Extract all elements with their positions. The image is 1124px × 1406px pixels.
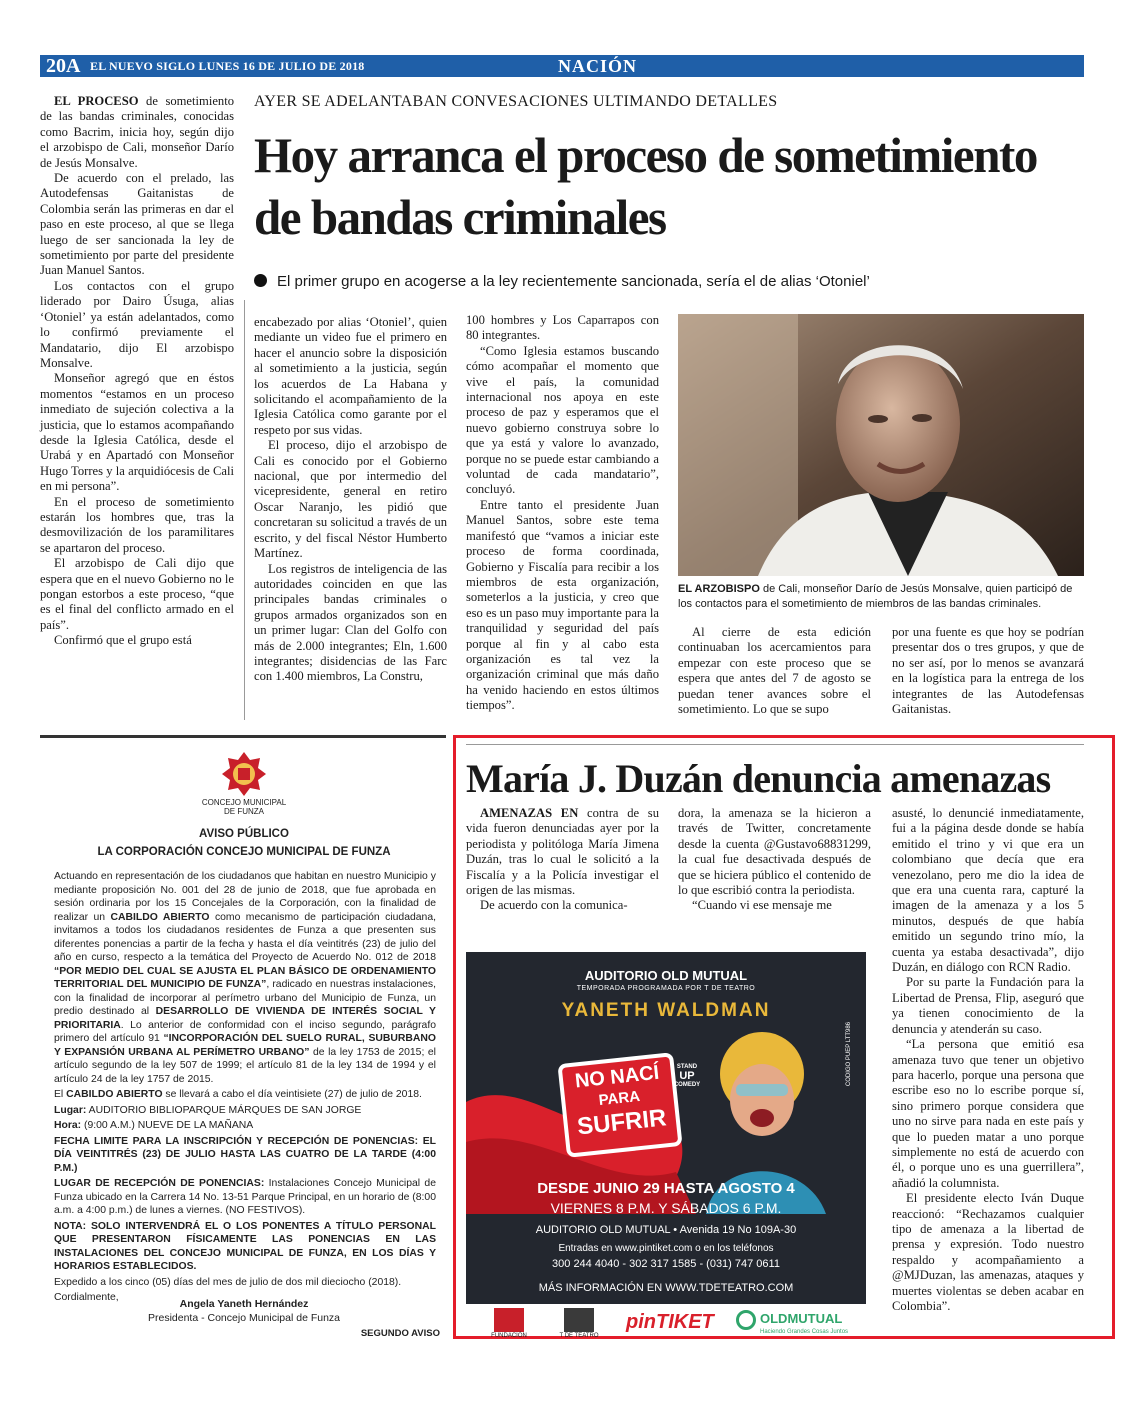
portrait-illustration (678, 314, 1084, 576)
lead-in: AMENAZAS EN (480, 806, 579, 820)
paragraph (892, 1191, 1084, 1314)
oldmutual-logo-icon (736, 1310, 756, 1330)
standup-1: STAND (676, 1064, 698, 1070)
notice-signer-title: Presidenta - Concejo Municipal de Funza (147, 1312, 341, 1324)
story-kicker: AYER SE ADELANTABAN CONVESACIONES ULTIMANDO DETALLES (254, 93, 778, 110)
photo-caption (678, 582, 1084, 612)
paragraph-text: Los contactos con el grupo liderado por Dairo Úsuga, alias ‘Otoniel’ ya están adelantados, como lo confirmó previamente el Mandatario, dijo El arzobispo Monsalve. (40, 278, 234, 370)
p1g: . Lo anterior de conformidad con el inciso segundo, parágrafo primero del artículo 91 (54, 1019, 436, 1044)
seal-caption (42, 798, 446, 816)
paragraph (678, 625, 871, 717)
notice-title: AVISO PÚBLICO (199, 828, 289, 840)
publication-date-line: EL NUEVO SIGLO LUNES 16 DE JULIO DE 2018 (90, 59, 365, 73)
paragraph (254, 315, 447, 438)
nota-text: NOTA: SOLO INTERVENDRÁ EL O LOS PONENTES A TÍTULO PERSONAL QUE PRESENTARON FÍSICAMENTE LAS PONENCIAS EN LAS INSTALACIONES DEL CONCEJO MUNICIPAL DE FUNZA, EN LOS DÍAS Y HORARIOS ESTABLECIDOS. (54, 1220, 436, 1272)
paragraph-text: En el proceso de sometimiento estarán los hombres que, tras la desmovilización de los paramilitares se apartaron del proceso. (40, 494, 234, 555)
seal-caption-line-1: CONCEJO MUNICIPAL (201, 798, 287, 807)
paragraph-text: Entre tanto el presidente Juan Manuel Santos, sobre este tema manifestó que “vamos a iniciar este proceso de forma coordinada, Gobierno y Fiscalía para recibir a los miembros de esta organización, someterlos a la justicia, y creo que eso es un paso muy importante para la tranquilidad y seguridad del país porque al fin y al cabo esta organización es tal vez la organización criminal que más daño ha venido haciendo en estos últimos tiempos”. (466, 497, 659, 713)
main-story-column-5 (892, 625, 1084, 717)
paragraph-text: Confirmó que el grupo está (54, 633, 192, 648)
paragraph-text: De acuerdo con la comunica- (480, 898, 628, 913)
paragraph (40, 556, 234, 633)
main-story-column-4 (678, 625, 871, 717)
public-notice-ad (42, 742, 446, 1339)
second-story-top-rule (466, 744, 1084, 745)
paragraph (40, 495, 234, 557)
second-story-column-3 (892, 806, 1084, 1314)
tdeteatro-logo-icon (564, 1308, 594, 1332)
paragraph-text: 100 hombres y Los Caparrapos con 80 integrantes. (466, 313, 659, 343)
standup-2: UP (679, 1070, 695, 1082)
main-story-column-1 (40, 94, 234, 649)
ad-season: TEMPORADA PROGRAMADA POR T DE TEATRO (576, 985, 756, 992)
ad-phones: 300 244 4040 - 302 317 1585 - (031) 747 0611 (552, 1258, 780, 1270)
sponsor-1-label: FUNDACIÓN (491, 1333, 527, 1339)
show-title-line-1: NO NACÍ (573, 1061, 661, 1093)
ad-venue: AUDITORIO OLD MUTUAL (584, 968, 748, 983)
second-story-column-2 (678, 806, 871, 914)
notice-fecha (54, 1135, 436, 1176)
paragraph (892, 975, 1084, 1037)
notice-subtitle: LA CORPORACIÓN CONCEJO MUNICIPAL DE FUNZA (97, 846, 391, 858)
caption-text: de Cali, monseñor Darío de Jesús Monsalve, quien participó de los contactos para el sometimiento de miembros de las bandas criminales. (678, 583, 1073, 610)
p1f: DESARROLLO DE VIVIENDA DE INTERÉS SOCIAL Y PRIORITARIA (54, 1006, 436, 1031)
main-story-column-3 (466, 313, 659, 714)
paragraph (466, 313, 659, 344)
notice-body (54, 870, 436, 1307)
p2a: El (54, 1089, 67, 1100)
lugar-label: Lugar: (54, 1104, 87, 1116)
concejo-funza-seal-icon (220, 750, 268, 796)
notice-paragraph-1 (54, 870, 436, 1086)
p1e: , radicado en nuestras instalaciones, con la finalidad de incorporar al perímetro urbano del Municipio de Funza, un predio destinado al (54, 979, 436, 1017)
bullet-icon (254, 274, 267, 287)
paragraph-text: El arzobispo de Cali dijo que espera que en el nuevo Gobierno no le pongan estorbos a este proceso, “que es el final del conflicto armado en el país”. (40, 556, 234, 632)
lugar-rec-label: LUGAR DE RECEPCIÓN DE PONENCIAS: (54, 1178, 265, 1189)
paragraph (40, 94, 234, 171)
ad-code: CÓDIGO PUEP LTT986 (846, 1022, 852, 1087)
paragraph-text: asusté, lo denuncié inmediatamente, fui a la página desde donde se había emitido el trino y vi que era un colombiano que decía que era venezolano, pero me dio la idea de que era una cuenta rara, capturé la imagen de la amenaza y a los 5 minutos, después de que había emitido un segundo trino mío, la cuenta ya estaba desactivada”, dijo Duzán, en diálogo con RCN Radio. (892, 806, 1084, 975)
paragraph-text: El presidente electo Iván Duque reaccionó: “Rechazamos cualquier tipo de amenaza a la libertad de prensa y expresión. Todo nuestro respaldo y acompañamiento a @MJDuzan, las amenazas, ataques y muertes violentas se deben acabar en Colombia”. (892, 1191, 1084, 1313)
sponsor-2-label: T DE TEATRO (559, 1333, 599, 1339)
masthead-bar (40, 55, 1084, 77)
paragraph-text: encabezado por alias ‘Otoniel’, quien mediante un video fue el primero en hacer el anuncio sobre la disposición al sometimiento a la justicia, según los acuerdos de La Habana y solicitando el acompañamiento de la Iglesia Católica como garante por el respeto por sus vidas. (254, 315, 447, 437)
paragraph (40, 633, 234, 648)
p1d: “POR MEDIO DEL CUAL SE AJUSTA EL PLAN BÁSICO DE ORDENAMIENTO TERRITORIAL DEL MUNICIPIO DE FUNZA” (54, 965, 436, 990)
caption-lead: EL ARZOBISPO (678, 583, 760, 595)
theater-ad (466, 952, 866, 1304)
lugar-value: AUDITORIO BIBLIOPARQUE MÁRQUES DE SAN JORGE (86, 1104, 362, 1116)
notice-lugar (54, 1104, 436, 1118)
section-divider (40, 735, 446, 738)
notice-paragraph-2 (54, 1088, 436, 1102)
paragraph-text: “Cuando vi ese mensaje me (692, 898, 832, 913)
paragraph-text: Por su parte la Fundación para la Libertad de Prensa, Flip, aseguró que ya tienen conocimiento de la denuncia y atenderán su caso. (892, 975, 1084, 1036)
ad-artist: YANETH WALDMAN (561, 1000, 771, 1021)
notice-hora (54, 1119, 436, 1133)
sponsor-4-label: OLDMUTUAL (760, 1311, 843, 1326)
ad-tickets: Entradas en www.pintiket.com o en los teléfonos (558, 1243, 774, 1254)
story-deck (254, 272, 1084, 292)
section-name: NACIÓN (558, 56, 638, 76)
paragraph-text: “La persona que emitió esa amenaza tuvo que tener un objetivo para hacerlo, porque una persona que escribe eso no lo escribe porque sí, sino primero porque considera que uno no sirve para nada en este país y que lo pueden matar a uno porque simplemente no está de acuerdo con él, o porque uno es una guerrillera”, añadió la columnista. (892, 1037, 1084, 1190)
p1b: CABILDO ABIERTO (110, 911, 210, 923)
paragraph-text: dora, la amenaza se la hicieron a través de Twitter, concretamente desde la cuenta @Gustavo68831299, la cual fue desactivada después de que se hiciera público el contenido de lo que escribió contra la periodista. (678, 806, 871, 898)
paragraph (678, 898, 871, 913)
paragraph (466, 498, 659, 714)
notice-lugar-recepcion (54, 1177, 436, 1218)
paragraph-text: El proceso, dijo el arzobispo de Cali es conocido por el Gobierno nacional, que por intermedio del vicepresidente, general en retiro Oscar Naranjo, les pidió que concretaran su solicitud a través de un escrito, y del fiscal Néstor Humberto Martínez. (254, 438, 447, 561)
show-title-line-3: SUFRIR (575, 1104, 668, 1141)
paragraph-text: Monseñor agregó que en éstos momentos “estamos en un proceso inmediato de sujeción colectiva a la justicia, que lo estamos acompañando desde la Iglesia Católica, desde el Urabá y en Apartadó con Monseñor Hugo Torres y la arquidiócesis de Cali en mi persona”. (40, 371, 234, 494)
paragraph (678, 806, 871, 898)
deck-text: El primer grupo en acogerse a la ley recientemente sancionada, sería el de alias ‘Otoniel’ (277, 273, 870, 290)
page-number: 20A (46, 55, 81, 77)
paragraph (466, 806, 659, 898)
seal-caption-line-2: DE FUNZA (224, 807, 264, 816)
standup-3: COMEDY (673, 1082, 701, 1088)
ad-address: AUDITORIO OLD MUTUAL • Avenida 19 No 109A-30 (535, 1224, 797, 1236)
hora-label: Hora: (54, 1120, 82, 1131)
fundacion-logo-icon (494, 1308, 524, 1332)
paragraph (40, 371, 234, 494)
standup-badge (672, 1064, 702, 1089)
paragraph-text: de sometimiento de las bandas criminales, conocidas como Bacrim, inicia hoy, según dijo el arzobispo de Cali, monseñor Darío de Jesús Monsalve. (40, 94, 234, 170)
sponsor-logos (466, 1304, 866, 1342)
paragraph (466, 344, 659, 498)
main-story-column-2 (254, 315, 447, 685)
paragraph (466, 898, 659, 913)
paragraph (40, 279, 234, 371)
paragraph-text: Los registros de inteligencia de las autoridades coinciden en que las principales bandas criminales o grupos armados organizados son en un primer lugar: Clan del Golfo con más de 2.000 integrantes; Eln, 1.600 integrantes; disidencias de las Farc con 1.400 miembros, La Constru, (254, 561, 447, 684)
paragraph-text: contra de su vida fueron denunciadas ayer por la periodista y politóloga María Jimena Duzán, tras lo cual le solicitó a la Fiscalía y a la Policía investigar el origen de las mismas. (466, 806, 660, 898)
p1c: como mecanismo de participación ciudadana, invitamos a todos los ciudadanos residentes de Funza a que presenten sus diferentes ponencias a partir de la fecha y hasta el día veintitrés (23) de julio del año en curso, respecto a la temática del Proyecto de Acuerdo No. 012 de 2018 (54, 911, 436, 963)
paragraph (892, 625, 1084, 717)
column-rule (244, 300, 245, 720)
paragraph-text: por una fuente es que hoy se podrían presentar dos o tres grupos, y que de no ser así, por lo menos se avanzará en la logística para la entrega de los integrantes de las Autodefensas Gaitanistas. (892, 625, 1084, 717)
story-headline: Hoy arranca el proceso de sometimiento de bandas criminales (254, 127, 1037, 245)
archbishop-photo (678, 314, 1084, 576)
lugar-rec-value: Instalaciones Concejo Municipal de Funza ubicado en la Carrera 14 No. 13-51 Parque Principal, en un horario de (8:00 a.m. a 4:00 p.m.) de lunes a viernes. (NO FESTIVOS). (54, 1178, 436, 1216)
lead-in: EL PROCESO (54, 94, 139, 108)
p1h: “INCORPORACIÓN DEL SUELO RURAL, SUBURBANO Y EXPANSIÓN URBANA AL PERÍMETRO URBANO” (54, 1033, 436, 1058)
second-story-column-1 (466, 806, 659, 914)
notice-nota (54, 1220, 436, 1274)
p1i: de la ley 1753 de 2015; el artículo segundo de la ley 507 de 1999; el artículo 81 de la ley 134 de 1994 y el artículo 24 de la ley 1757 de 2015. (54, 1046, 436, 1085)
paragraph (892, 1037, 1084, 1191)
paragraph-text: Al cierre de esta edición continuaban los acercamientos para empezar con este proceso que se espera que antes del 7 de agosto se puedan tener avances sobre el sometimiento. Lo que se supo (678, 625, 871, 717)
show-title-line-2: PARA (597, 1087, 641, 1110)
show-title-badge (557, 1052, 682, 1158)
p2c: se llevará a cabo el día veintisiete (27) de julio de 2018. (162, 1089, 422, 1100)
paragraph (254, 438, 447, 561)
ad-times: VIERNES 8 P.M. Y SÁBADOS 6 P.M. (550, 1200, 782, 1216)
sponsor-4-tagline: Haciendo Grandes Cosas Juntos (760, 1329, 849, 1335)
paragraph (40, 171, 234, 279)
notice-signer: Angela Yaneth Hernández (179, 1298, 309, 1310)
notice-segundo-aviso: SEGUNDO AVISO (360, 1328, 440, 1339)
paragraph-text: “Como Iglesia estamos buscando cómo acompañar el momento que vive el país, la comunidad internacional nos apoya en este proceso de paz y esperamos que el nuevo gobierno construya sobre lo que ya está y valore lo avanzado, porque no se puede estar cambiando a voluntad de cada mandatario”, concluyó. (466, 343, 659, 497)
second-story-headline: María J. Duzán denuncia amenazas (466, 756, 1051, 801)
notice-cordialmente: Cordialmente, (54, 1292, 119, 1303)
paragraph-text: De acuerdo con el prelado, las Autodefensas Gaitanistas de Colombia serán las primeras en dar el paso en este proceso, al que se llega luego de ser sancionada la ley de sometimiento por parte del presidente Juan Manuel Santos. (40, 171, 234, 278)
paragraph (254, 562, 447, 685)
p2b: CABILDO ABIERTO (66, 1089, 163, 1100)
notice-expedido: Expedido a los cinco (05) días del mes de julio de dos mil dieciocho (2018). (54, 1276, 402, 1288)
hora-value: (9:00 A.M.) NUEVE DE LA MAÑANA (81, 1120, 254, 1131)
ad-more-info: MÁS INFORMACIÓN EN WWW.TDETEATRO.COM (538, 1282, 794, 1294)
p1a: Actuando en representación de los ciudadanos que habitan en nuestro Municipio y mediante proposición No. 001 del 28 de junio de 2018, que fue aprobada en sesión ordinaria por los 15 Concejales de la Corporación, con la finalidad de realizar un (54, 871, 436, 923)
paragraph (892, 806, 1084, 975)
sponsor-3-label: pinTIKET (626, 1311, 714, 1333)
ad-dates: DESDE JUNIO 29 HASTA AGOSTO 4 (537, 1180, 795, 1197)
fecha-text: FECHA LIMITE PARA LA INSCRIPCIÓN Y RECEPCIÓN DE PONENCIAS: EL DÍA VEINTITRÉS (23) DE JULIO HASTA LAS CUATRO DE LA TARDE (4:00 P.M.) (54, 1135, 436, 1174)
